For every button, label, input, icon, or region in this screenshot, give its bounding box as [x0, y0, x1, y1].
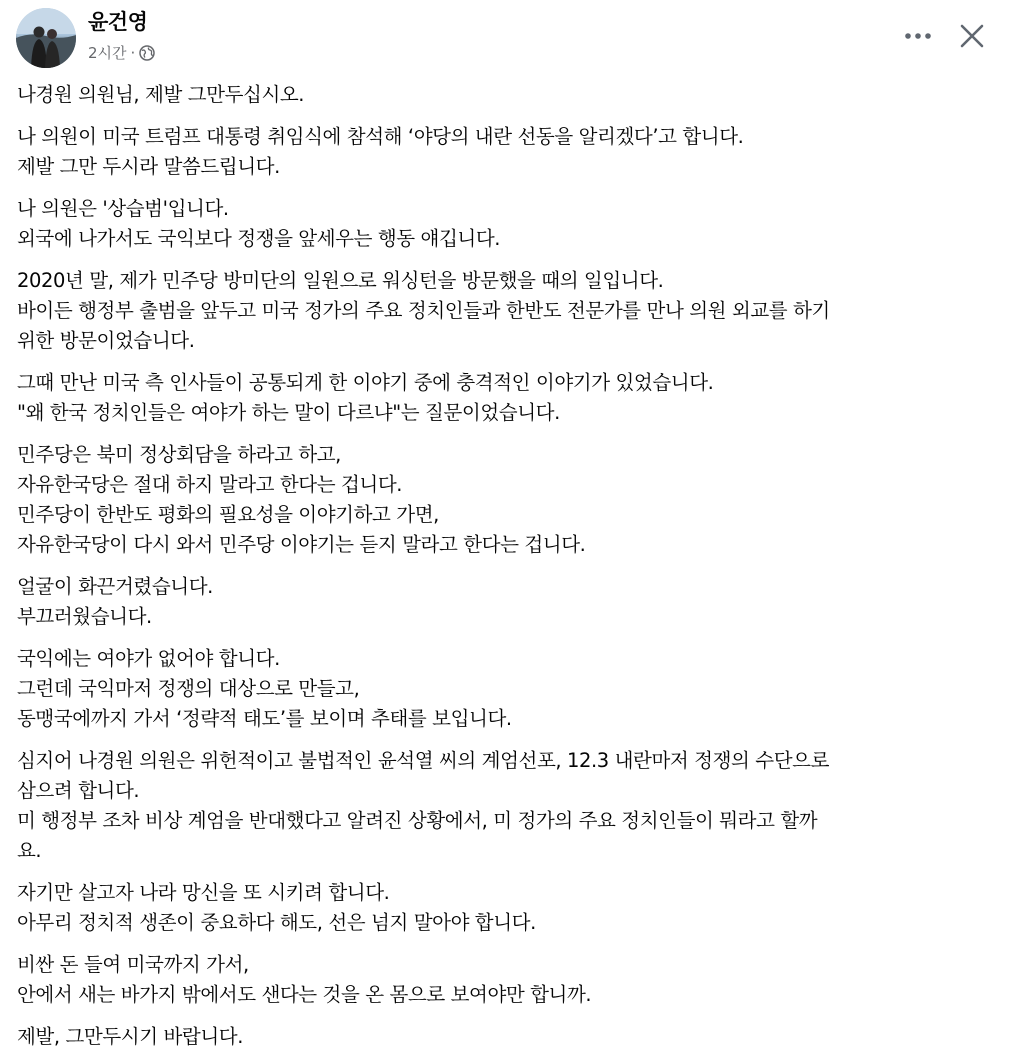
post-text-line: 자기만 살고자 나라 망신을 또 시키려 합니다.: [17, 881, 390, 904]
post-text-line: 제발, 그만두시기 바랍니다.: [17, 1025, 244, 1048]
close-icon: [960, 24, 984, 48]
post-text-line: 나 의원이 미국 트럼프 대통령 취임식에 참석해 ‘야당의 내란 선동을 알리겠다’고 합니다.: [17, 125, 744, 148]
author-name[interactable]: 윤건영: [88, 10, 148, 34]
post-header: [0, 0, 1011, 76]
post-text-line: 외국에 나가서도 국익보다 정쟁을 앞세우는 행동 얘깁니다.: [17, 227, 501, 250]
post-text-line: 바이든 행정부 출범을 앞두고 미국 정가의 주요 정치인들과 한반도 전문가를 만나 의원 외교를 하기: [17, 299, 830, 322]
post-meta: [88, 42, 155, 63]
post-text-line: 심지어 나경원 의원은 위헌적이고 불법적인 윤석열 씨의 계엄선포, 12.3 내란마저 정쟁의 수단으로: [17, 749, 830, 772]
post-text-line: 동맹국에까지 가서 ‘정략적 태도’를 보이며 추태를 보입니다.: [17, 707, 512, 730]
post-text-line: 민주당이 한반도 평화의 필요성을 이야기하고 가면,: [17, 503, 439, 526]
post-paragraph: [17, 644, 1002, 734]
close-button[interactable]: [952, 16, 992, 56]
post-text-line: 2020년 말, 제가 민주당 방미단의 일원으로 워싱턴을 방문했을 때의 일입니다.: [17, 269, 664, 292]
more-options-icon: [904, 32, 932, 40]
post-paragraph: [17, 80, 1002, 110]
post-paragraph: [17, 1022, 1002, 1052]
post-text-line: 비싼 돈 들여 미국까지 가서,: [17, 953, 249, 976]
post-text-line: 그런데 국익마저 정쟁의 대상으로 만들고,: [17, 677, 360, 700]
post-text-line: 민주당은 북미 정상회담을 하라고 하고,: [17, 443, 341, 466]
post-text-line: 국익에는 여야가 없어야 합니다.: [17, 647, 280, 670]
post-paragraph: [17, 878, 1002, 938]
post-paragraph: [17, 122, 1002, 182]
post-paragraph: [17, 194, 1002, 254]
avatar[interactable]: [16, 8, 76, 68]
post-text-line: "왜 한국 정치인들은 여야가 하는 말이 다르냐"는 질문이었습니다.: [17, 401, 560, 424]
post-body: [17, 80, 1002, 1064]
post-text-line: 나경원 의원님, 제발 그만두십시오.: [17, 83, 305, 106]
post-text-line: 미 행정부 조차 비상 계엄을 반대했다고 알려진 상황에서, 미 정가의 주요 정치인들이 뭐라고 할까: [17, 809, 818, 832]
post-text-line: 아무리 정치적 생존이 중요하다 해도, 선은 넘지 말아야 합니다.: [17, 911, 536, 934]
post-text-line: 위한 방문이었습니다.: [17, 329, 195, 352]
post-text-line: 그때 만난 미국 측 인사들이 공통되게 한 이야기 중에 충격적인 이야기가 있었습니다.: [17, 371, 714, 394]
post-text-line: 자유한국당은 절대 하지 말라고 한다는 겁니다.: [17, 473, 403, 496]
post-paragraph: [17, 950, 1002, 1010]
post-text-line: 부끄러웠습니다.: [17, 605, 152, 628]
post-text-line: 얼굴이 화끈거렸습니다.: [17, 575, 213, 598]
post-paragraph: [17, 440, 1002, 560]
post-paragraph: [17, 368, 1002, 428]
post-text-line: 제발 그만 두시라 말씀드립니다.: [17, 155, 280, 178]
post-paragraph: [17, 572, 1002, 632]
post-text-line: 요.: [17, 839, 42, 862]
globe-icon[interactable]: [139, 45, 155, 61]
post-text-line: 나 의원은 '상습범'입니다.: [17, 197, 229, 220]
post-text-line: 안에서 새는 바가지 밖에서도 샌다는 것을 온 몸으로 보여야만 합니까.: [17, 983, 592, 1006]
post-paragraph: [17, 746, 1002, 866]
post-time[interactable]: 2시간: [88, 44, 127, 62]
meta-separator: ·: [130, 43, 136, 62]
post-text-line: 자유한국당이 다시 와서 민주당 이야기는 듣지 말라고 한다는 겁니다.: [17, 533, 586, 556]
more-options-button[interactable]: [898, 18, 938, 54]
post-text-line: 삼으려 합니다.: [17, 779, 140, 802]
avatar-photo: [16, 8, 76, 68]
post-paragraph: [17, 266, 1002, 356]
